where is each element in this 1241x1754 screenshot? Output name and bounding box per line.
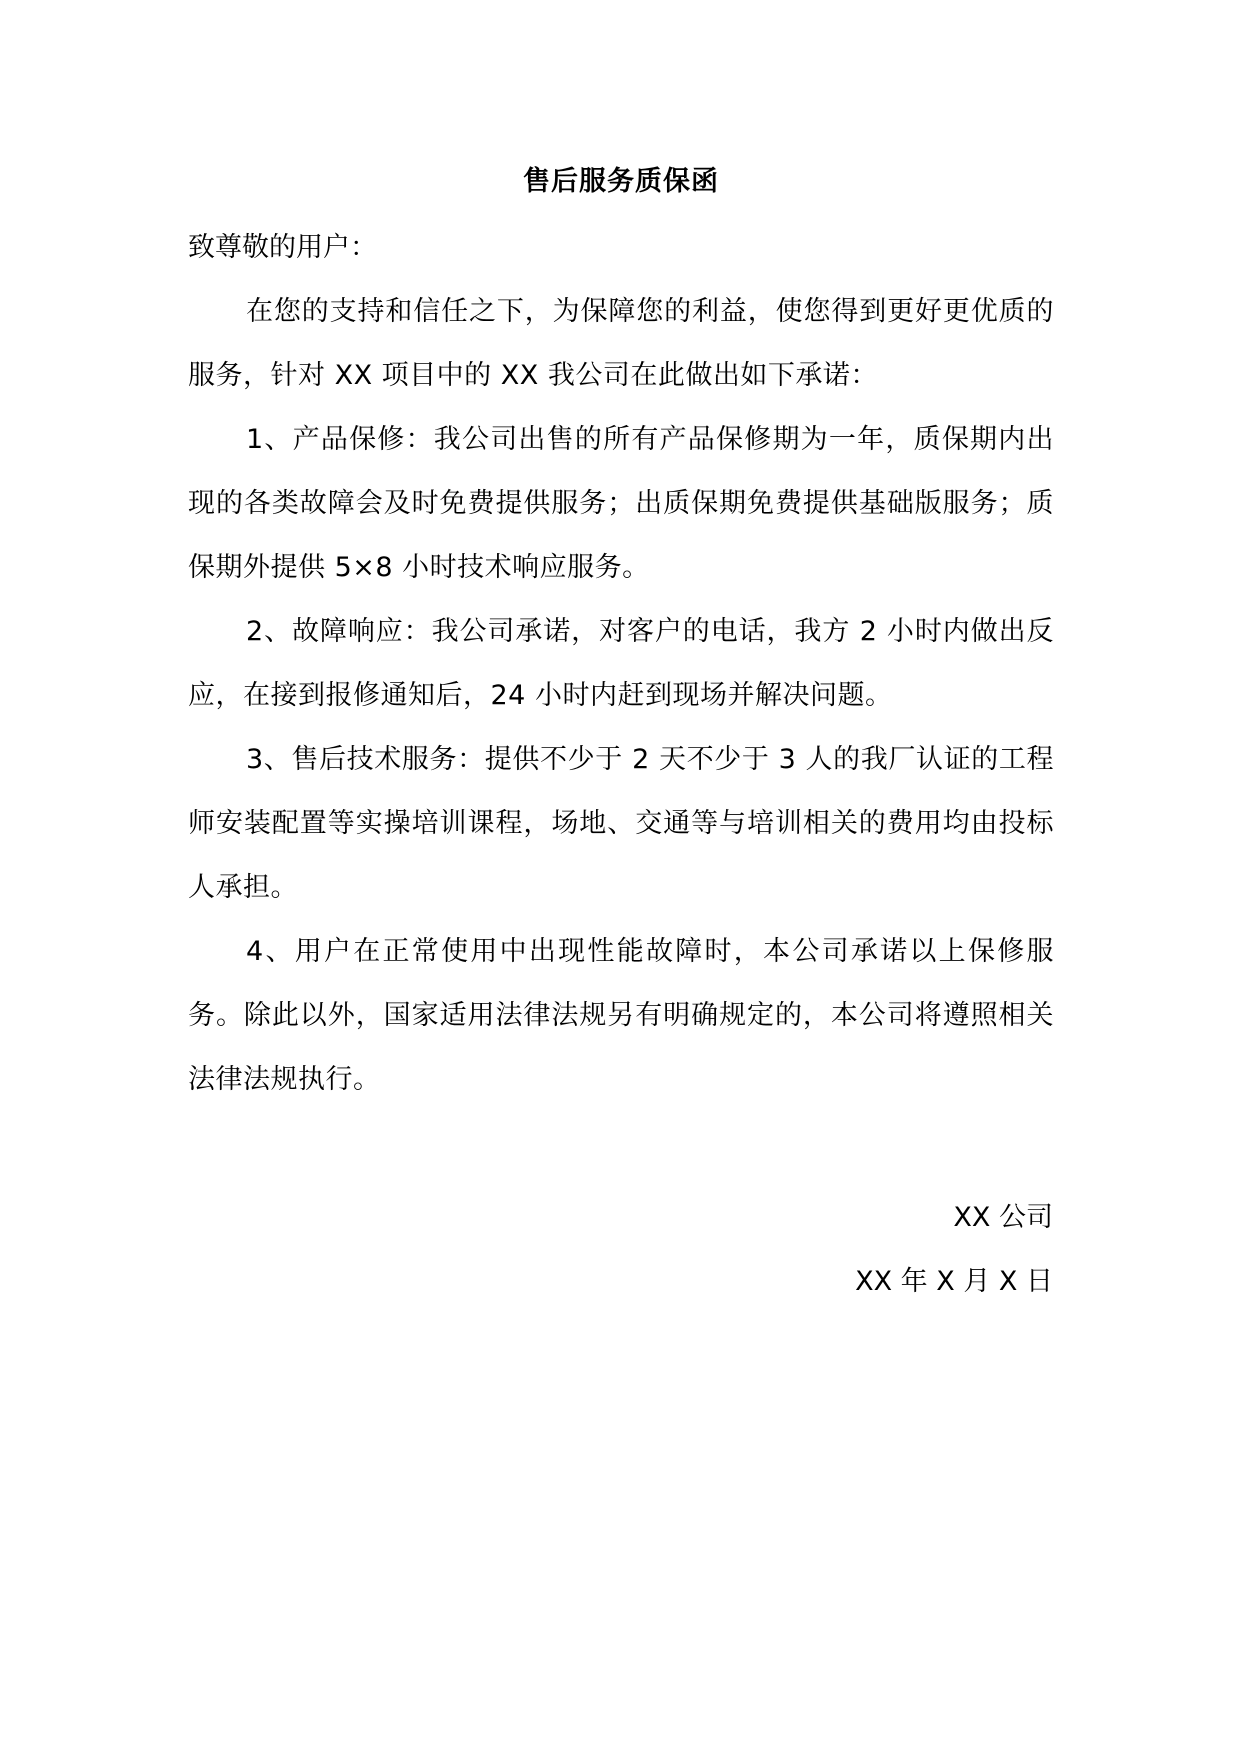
- paragraph-warranty: 1、产品保修：我公司出售的所有产品保修期为一年，质保期内出现的各类故障会及时免费提供服务；出质保期免费提供基础版服务；质保期外提供 5×8 小时技术响应服务。: [188, 424, 1054, 583]
- signature-date: XX 年 X 月 X 日: [855, 1266, 1053, 1297]
- paragraph-intro: 在您的支持和信任之下，为保障您的利益，使您得到更好更优质的服务，针对 XX 项目中的 XX 我公司在此做出如下承诺：: [188, 296, 1054, 391]
- paragraph-fault-response: 2、故障响应：我公司承诺，对客户的电话，我方 2 小时内做出反应，在接到报修通知后，24 小时内赶到现场并解决问题。: [188, 616, 1054, 711]
- salutation: 致尊敬的用户：: [188, 232, 377, 263]
- document-title: 售后服务质保函: [523, 166, 719, 197]
- signature-block: [855, 1186, 1053, 1314]
- paragraph-technical-service: 3、售后技术服务：提供不少于 2 天不少于 3 人的我厂认证的工程师安装配置等实操培训课程，场地、交通等与培训相关的费用均由投标人承担。: [188, 744, 1054, 903]
- letter-body: [188, 156, 1054, 1112]
- signature-company: XX 公司: [953, 1202, 1053, 1233]
- paragraph-legal: 4、用户在正常使用中出现性能故障时，本公司承诺以上保修服务。除此以外，国家适用法律法规另有明确规定的，本公司将遵照相关法律法规执行。: [188, 936, 1054, 1095]
